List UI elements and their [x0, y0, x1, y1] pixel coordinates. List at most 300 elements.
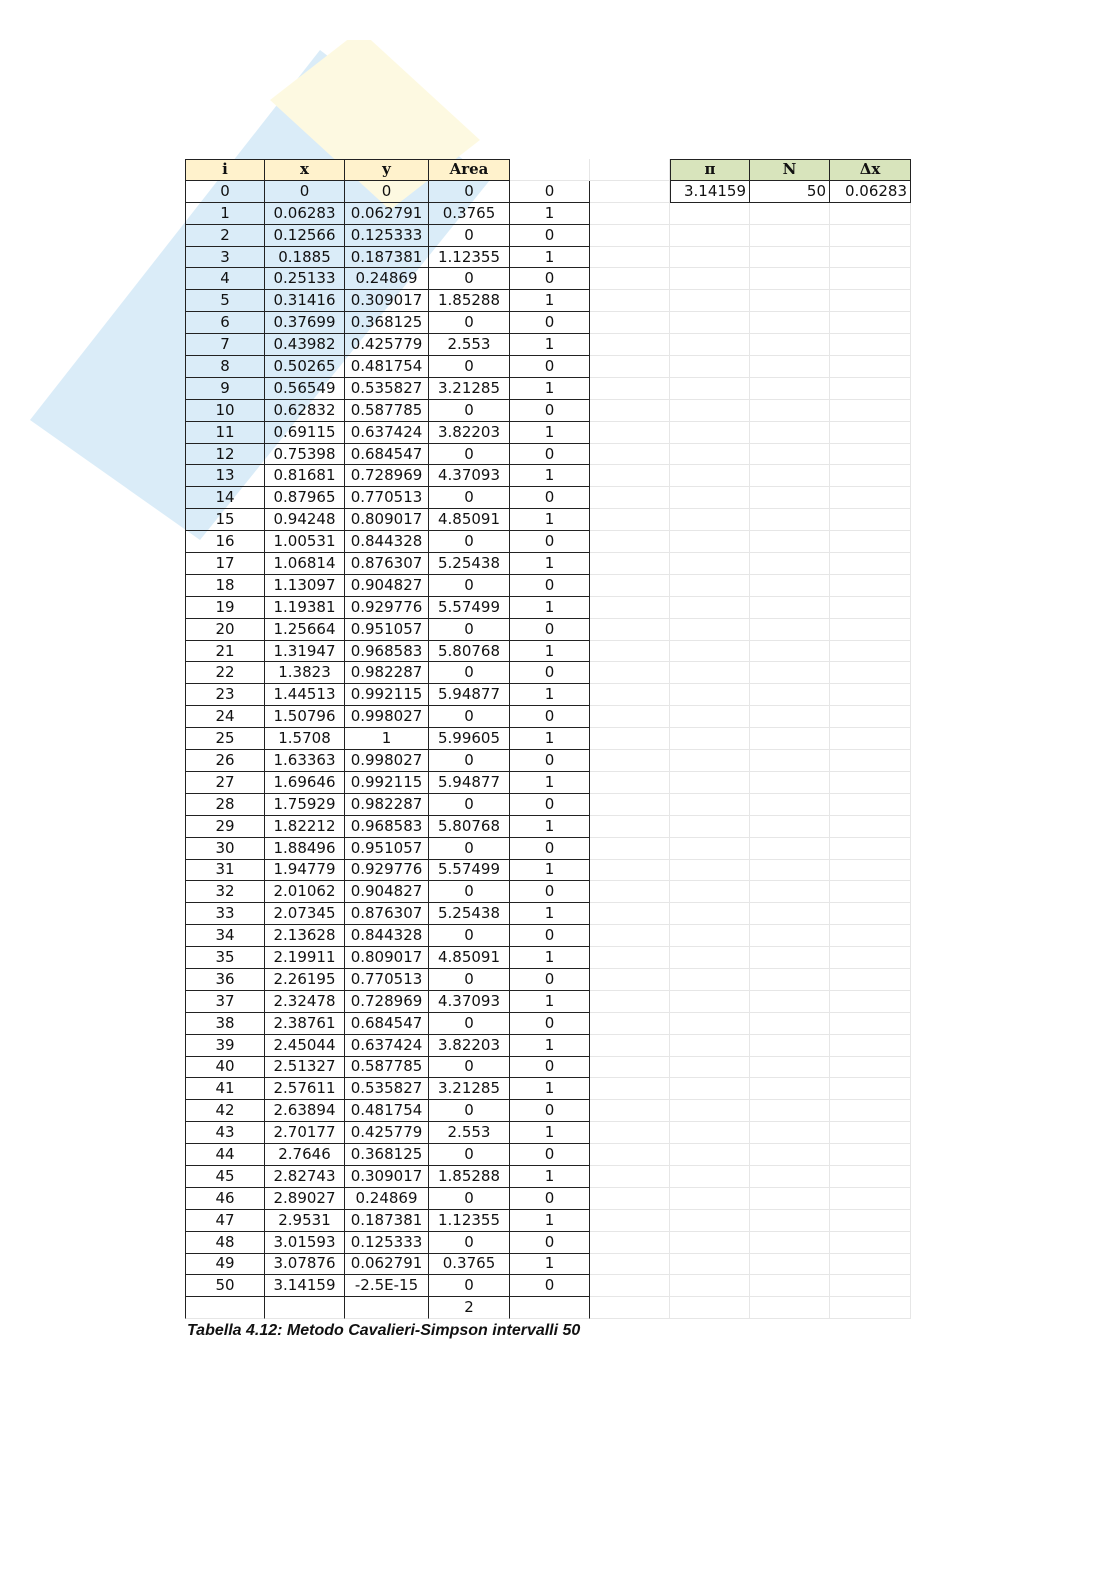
table-cell: 1 — [510, 378, 590, 400]
table-cell: 0.62832 — [265, 400, 345, 422]
empty-cell — [830, 1210, 911, 1232]
table-cell: 0.992115 — [345, 684, 429, 706]
empty-cell — [750, 334, 830, 356]
empty-cell — [830, 641, 911, 663]
table-cell: 1 — [510, 1035, 590, 1057]
empty-cell — [670, 947, 750, 969]
table-cell: 1.44513 — [265, 684, 345, 706]
table-cell: 3.14159 — [265, 1275, 345, 1297]
empty-cell — [670, 597, 750, 619]
empty-cell — [590, 1122, 670, 1144]
table-cell: 31 — [185, 860, 265, 882]
table-cell: 0.809017 — [345, 509, 429, 531]
table-cell: 0.992115 — [345, 772, 429, 794]
empty-cell — [590, 706, 670, 728]
empty-cell — [670, 487, 750, 509]
empty-cell — [670, 225, 750, 247]
empty-cell — [670, 290, 750, 312]
table-cell: 2.26195 — [265, 969, 345, 991]
empty-cell — [670, 969, 750, 991]
empty-cell — [590, 312, 670, 334]
empty-cell — [830, 509, 911, 531]
empty-cell — [830, 772, 911, 794]
table-cell: 0.309017 — [345, 290, 429, 312]
empty-cell — [750, 1035, 830, 1057]
table-cell: 0.87965 — [265, 487, 345, 509]
table-cell: 15 — [185, 509, 265, 531]
table-cell: 2.553 — [429, 334, 510, 356]
empty-cell — [830, 1275, 911, 1297]
empty-cell — [590, 1297, 670, 1319]
table-cell: 5.80768 — [429, 641, 510, 663]
empty-cell — [670, 444, 750, 466]
empty-cell — [750, 465, 830, 487]
table-cell: 1.12355 — [429, 247, 510, 269]
empty-cell — [750, 378, 830, 400]
table-cell: 12 — [185, 444, 265, 466]
table-cell: 44 — [185, 1144, 265, 1166]
empty-cell — [750, 794, 830, 816]
table-cell: 0 — [510, 1232, 590, 1254]
table-cell: 0 — [510, 312, 590, 334]
empty-cell — [750, 1275, 830, 1297]
empty-cell — [670, 247, 750, 269]
table-cell: 0 — [429, 1188, 510, 1210]
empty-cell — [830, 487, 911, 509]
table-cell: 0.951057 — [345, 619, 429, 641]
table-cell: 3.21285 — [429, 1078, 510, 1100]
empty-cell — [670, 312, 750, 334]
table-cell: 0.876307 — [345, 903, 429, 925]
table-cell: 0.187381 — [345, 247, 429, 269]
table-cell: 17 — [185, 553, 265, 575]
empty-cell — [750, 641, 830, 663]
table-cell: 0 — [510, 268, 590, 290]
empty-cell — [590, 378, 670, 400]
table-cell: 48 — [185, 1232, 265, 1254]
empty-cell — [670, 1188, 750, 1210]
empty-cell — [830, 1297, 911, 1319]
table-cell: 1.5708 — [265, 728, 345, 750]
table-cell: 2.19911 — [265, 947, 345, 969]
empty-cell — [670, 728, 750, 750]
empty-cell — [830, 838, 911, 860]
empty-cell — [830, 1254, 911, 1276]
table-cell: 0 — [429, 925, 510, 947]
table-cell: 26 — [185, 750, 265, 772]
table-cell: 0.75398 — [265, 444, 345, 466]
empty-cell — [590, 794, 670, 816]
table-cell: 1 — [510, 772, 590, 794]
table-cell: 2 — [185, 225, 265, 247]
empty-cell — [590, 925, 670, 947]
table-cell: 0.587785 — [345, 1057, 429, 1079]
empty-cell — [830, 1166, 911, 1188]
table-cell: 6 — [185, 312, 265, 334]
table-cell: 0 — [429, 750, 510, 772]
empty-cell — [670, 641, 750, 663]
empty-cell — [750, 422, 830, 444]
table-cell: 5.57499 — [429, 860, 510, 882]
empty-cell — [750, 772, 830, 794]
empty-cell — [670, 531, 750, 553]
table-cell: 0 — [429, 838, 510, 860]
empty-cell — [265, 1297, 345, 1319]
table-cell: 1 — [185, 203, 265, 225]
empty-cell — [670, 378, 750, 400]
empty-cell — [830, 1035, 911, 1057]
empty-cell — [590, 728, 670, 750]
table-cell: 0 — [429, 1275, 510, 1297]
empty-cell — [590, 553, 670, 575]
table-cell: 1.75929 — [265, 794, 345, 816]
empty-cell — [750, 750, 830, 772]
table-cell: 0.535827 — [345, 378, 429, 400]
empty-cell — [590, 1013, 670, 1035]
empty-cell — [670, 794, 750, 816]
empty-cell — [830, 268, 911, 290]
table-cell: 0.37699 — [265, 312, 345, 334]
table-cell: 0 — [429, 400, 510, 422]
empty-cell — [590, 225, 670, 247]
empty-cell — [590, 1035, 670, 1057]
table-cell: 1.85288 — [429, 1166, 510, 1188]
table-cell: 5.25438 — [429, 903, 510, 925]
table-cell: 1.85288 — [429, 290, 510, 312]
table-cell: 1.12355 — [429, 1210, 510, 1232]
table-cell: 5.25438 — [429, 553, 510, 575]
empty-cell — [750, 1013, 830, 1035]
table-cell: 0.587785 — [345, 400, 429, 422]
table-cell: 0 — [510, 1013, 590, 1035]
empty-cell — [590, 334, 670, 356]
empty-cell — [830, 400, 911, 422]
empty-cell — [830, 312, 911, 334]
empty-cell — [750, 290, 830, 312]
empty-cell — [830, 794, 911, 816]
table-cell: 30 — [185, 838, 265, 860]
table-cell: 1 — [510, 728, 590, 750]
empty-cell — [590, 1188, 670, 1210]
table-cell: 0.770513 — [345, 487, 429, 509]
table-cell: 39 — [185, 1035, 265, 1057]
table-cell: 0 — [510, 662, 590, 684]
table-cell: 0.69115 — [265, 422, 345, 444]
table-cell: 0.309017 — [345, 1166, 429, 1188]
table-cell: 0 — [429, 575, 510, 597]
empty-cell — [830, 465, 911, 487]
table-cell: 0.81681 — [265, 465, 345, 487]
empty-cell — [830, 684, 911, 706]
empty-cell — [750, 312, 830, 334]
table-cell: 23 — [185, 684, 265, 706]
empty-cell — [830, 1188, 911, 1210]
empty-cell — [590, 531, 670, 553]
empty-cell — [590, 772, 670, 794]
empty-cell — [590, 1144, 670, 1166]
table-cell: 21 — [185, 641, 265, 663]
empty-cell — [750, 838, 830, 860]
table-cell: 0 — [429, 662, 510, 684]
table-cell: 1.25664 — [265, 619, 345, 641]
empty-cell — [750, 531, 830, 553]
empty-cell — [830, 444, 911, 466]
table-cell: 1.3823 — [265, 662, 345, 684]
table-cell: 0.12566 — [265, 225, 345, 247]
table-cell: 0.425779 — [345, 334, 429, 356]
table-cell: 4 — [185, 268, 265, 290]
empty-cell — [830, 881, 911, 903]
empty-cell — [590, 619, 670, 641]
empty-cell — [830, 816, 911, 838]
table-cell: 27 — [185, 772, 265, 794]
table-cell: 1.69646 — [265, 772, 345, 794]
table-cell: 0 — [510, 181, 590, 203]
empty-cell — [590, 487, 670, 509]
spreadsheet-grid — [185, 159, 911, 1319]
table-cell: 0.968583 — [345, 641, 429, 663]
params-value-cell: 50 — [750, 181, 830, 203]
table-cell: 0.982287 — [345, 794, 429, 816]
table-cell: 0 — [510, 794, 590, 816]
table-cell: 1 — [510, 203, 590, 225]
table-cell: 0 — [429, 181, 510, 203]
table-cell: 1.88496 — [265, 838, 345, 860]
empty-cell — [670, 1100, 750, 1122]
table-cell: 46 — [185, 1188, 265, 1210]
table-cell: 0.951057 — [345, 838, 429, 860]
params-header-cell: N — [750, 159, 830, 181]
table-cell: 0.3765 — [429, 203, 510, 225]
table-cell: 0 — [510, 750, 590, 772]
table-cell: 0 — [429, 1232, 510, 1254]
table-cell: 0 — [345, 181, 429, 203]
empty-cell — [830, 1057, 911, 1079]
table-cell: 2.9531 — [265, 1210, 345, 1232]
table-cell: 2.51327 — [265, 1057, 345, 1079]
table-cell: 0 — [429, 312, 510, 334]
table-cell: 1 — [510, 1254, 590, 1276]
empty-cell — [830, 969, 911, 991]
table-cell: 0.998027 — [345, 750, 429, 772]
table-cell: 16 — [185, 531, 265, 553]
empty-cell — [590, 969, 670, 991]
empty-cell — [590, 203, 670, 225]
table-cell: 0 — [429, 619, 510, 641]
empty-cell — [830, 553, 911, 575]
table-cell: 0 — [510, 356, 590, 378]
empty-cell — [750, 619, 830, 641]
table-cell: 0 — [510, 1275, 590, 1297]
table-cell: 0 — [429, 487, 510, 509]
empty-cell — [670, 1275, 750, 1297]
empty-cell — [590, 1210, 670, 1232]
table-cell: 19 — [185, 597, 265, 619]
table-cell: 0 — [429, 794, 510, 816]
table-cell: 5.99605 — [429, 728, 510, 750]
empty-cell — [670, 509, 750, 531]
empty-cell — [590, 903, 670, 925]
table-cell: 0 — [510, 531, 590, 553]
empty-cell — [750, 444, 830, 466]
table-cell: 0.728969 — [345, 991, 429, 1013]
table-cell: 0 — [510, 925, 590, 947]
table-cell: 0 — [510, 1057, 590, 1079]
empty-cell — [590, 247, 670, 269]
table-cell: 5.94877 — [429, 684, 510, 706]
table-cell: 0 — [429, 1057, 510, 1079]
empty-cell — [590, 1166, 670, 1188]
empty-cell — [830, 860, 911, 882]
empty-cell — [510, 1297, 590, 1319]
table-cell: 0 — [429, 1144, 510, 1166]
empty-cell — [830, 290, 911, 312]
table-cell: 0 — [510, 969, 590, 991]
table-cell: 0.809017 — [345, 947, 429, 969]
empty-cell — [830, 1100, 911, 1122]
table-cell: 1 — [510, 465, 590, 487]
empty-cell — [830, 1232, 911, 1254]
table-cell: 2.01062 — [265, 881, 345, 903]
table-cell: 0.481754 — [345, 356, 429, 378]
empty-cell — [750, 487, 830, 509]
empty-cell — [750, 662, 830, 684]
empty-cell — [750, 575, 830, 597]
empty-cell — [830, 334, 911, 356]
params-value-cell: 3.14159 — [670, 181, 750, 203]
empty-cell — [750, 400, 830, 422]
table-cell: 0 — [510, 1188, 590, 1210]
table-header-cell: i — [185, 159, 265, 181]
empty-cell — [830, 991, 911, 1013]
table-cell: 36 — [185, 969, 265, 991]
empty-cell — [830, 247, 911, 269]
table-cell: 8 — [185, 356, 265, 378]
table-cell: 35 — [185, 947, 265, 969]
empty-cell — [750, 969, 830, 991]
table-cell: 0 — [510, 881, 590, 903]
table-cell: 0.06283 — [265, 203, 345, 225]
table-cell: 0.125333 — [345, 225, 429, 247]
empty-cell — [750, 860, 830, 882]
table-cell: 3.01593 — [265, 1232, 345, 1254]
empty-cell — [670, 881, 750, 903]
table-cell: 0.1885 — [265, 247, 345, 269]
table-cell: 1 — [510, 1122, 590, 1144]
empty-cell — [670, 1057, 750, 1079]
table-cell: 0.25133 — [265, 268, 345, 290]
empty-cell — [670, 203, 750, 225]
empty-cell — [590, 1275, 670, 1297]
table-cell: 18 — [185, 575, 265, 597]
table-cell: 1 — [510, 860, 590, 882]
empty-cell — [670, 422, 750, 444]
empty-cell — [590, 575, 670, 597]
empty-cell — [670, 903, 750, 925]
empty-cell — [750, 684, 830, 706]
table-cell: 10 — [185, 400, 265, 422]
empty-cell — [670, 816, 750, 838]
empty-cell — [750, 1100, 830, 1122]
empty-cell — [830, 422, 911, 444]
table-cell: 0.43982 — [265, 334, 345, 356]
empty-cell — [670, 334, 750, 356]
table-cell: 2.82743 — [265, 1166, 345, 1188]
empty-cell — [750, 1122, 830, 1144]
empty-cell — [670, 991, 750, 1013]
empty-cell — [590, 181, 670, 203]
empty-cell — [750, 816, 830, 838]
table-cell: -2.5E-15 — [345, 1275, 429, 1297]
empty-cell — [830, 531, 911, 553]
empty-cell — [750, 268, 830, 290]
empty-cell — [590, 400, 670, 422]
table-cell: 0 — [185, 181, 265, 203]
table-header-cell: y — [345, 159, 429, 181]
empty-cell — [670, 553, 750, 575]
empty-cell — [590, 1078, 670, 1100]
table-cell: 0 — [429, 1013, 510, 1035]
empty-cell — [185, 1297, 265, 1319]
table-cell: 5.80768 — [429, 816, 510, 838]
table-cell: 1 — [510, 247, 590, 269]
table-cell: 0 — [510, 575, 590, 597]
table-cell: 0.844328 — [345, 531, 429, 553]
empty-cell — [670, 838, 750, 860]
table-cell: 4.37093 — [429, 465, 510, 487]
empty-cell — [670, 1035, 750, 1057]
table-cell: 24 — [185, 706, 265, 728]
empty-cell — [670, 1297, 750, 1319]
empty-cell — [345, 1297, 429, 1319]
empty-cell — [750, 728, 830, 750]
table-cell: 0.929776 — [345, 860, 429, 882]
empty-cell — [830, 378, 911, 400]
table-cell: 2.07345 — [265, 903, 345, 925]
table-cell: 1 — [510, 947, 590, 969]
empty-cell — [670, 465, 750, 487]
table-cell: 0 — [429, 356, 510, 378]
table-cell: 0.425779 — [345, 1122, 429, 1144]
table-cell: 11 — [185, 422, 265, 444]
table-cell: 0 — [429, 1100, 510, 1122]
empty-cell — [590, 838, 670, 860]
table-cell: 0.998027 — [345, 706, 429, 728]
table-cell: 3.21285 — [429, 378, 510, 400]
table-cell: 0.31416 — [265, 290, 345, 312]
table-cell: 9 — [185, 378, 265, 400]
table-cell: 41 — [185, 1078, 265, 1100]
empty-cell — [670, 400, 750, 422]
empty-cell — [590, 1100, 670, 1122]
empty-cell — [670, 356, 750, 378]
params-header-cell: π — [670, 159, 750, 181]
table-cell: 0 — [429, 969, 510, 991]
empty-cell — [830, 706, 911, 728]
table-cell: 3.82203 — [429, 422, 510, 444]
table-cell: 1 — [510, 991, 590, 1013]
table-cell: 0 — [510, 1144, 590, 1166]
table-cell: 0 — [265, 181, 345, 203]
empty-cell — [750, 925, 830, 947]
table-cell: 1 — [510, 684, 590, 706]
empty-cell — [750, 947, 830, 969]
table-cell: 0 — [429, 881, 510, 903]
empty-cell — [590, 1232, 670, 1254]
table-cell: 1.06814 — [265, 553, 345, 575]
empty-cell — [830, 750, 911, 772]
empty-cell — [750, 247, 830, 269]
